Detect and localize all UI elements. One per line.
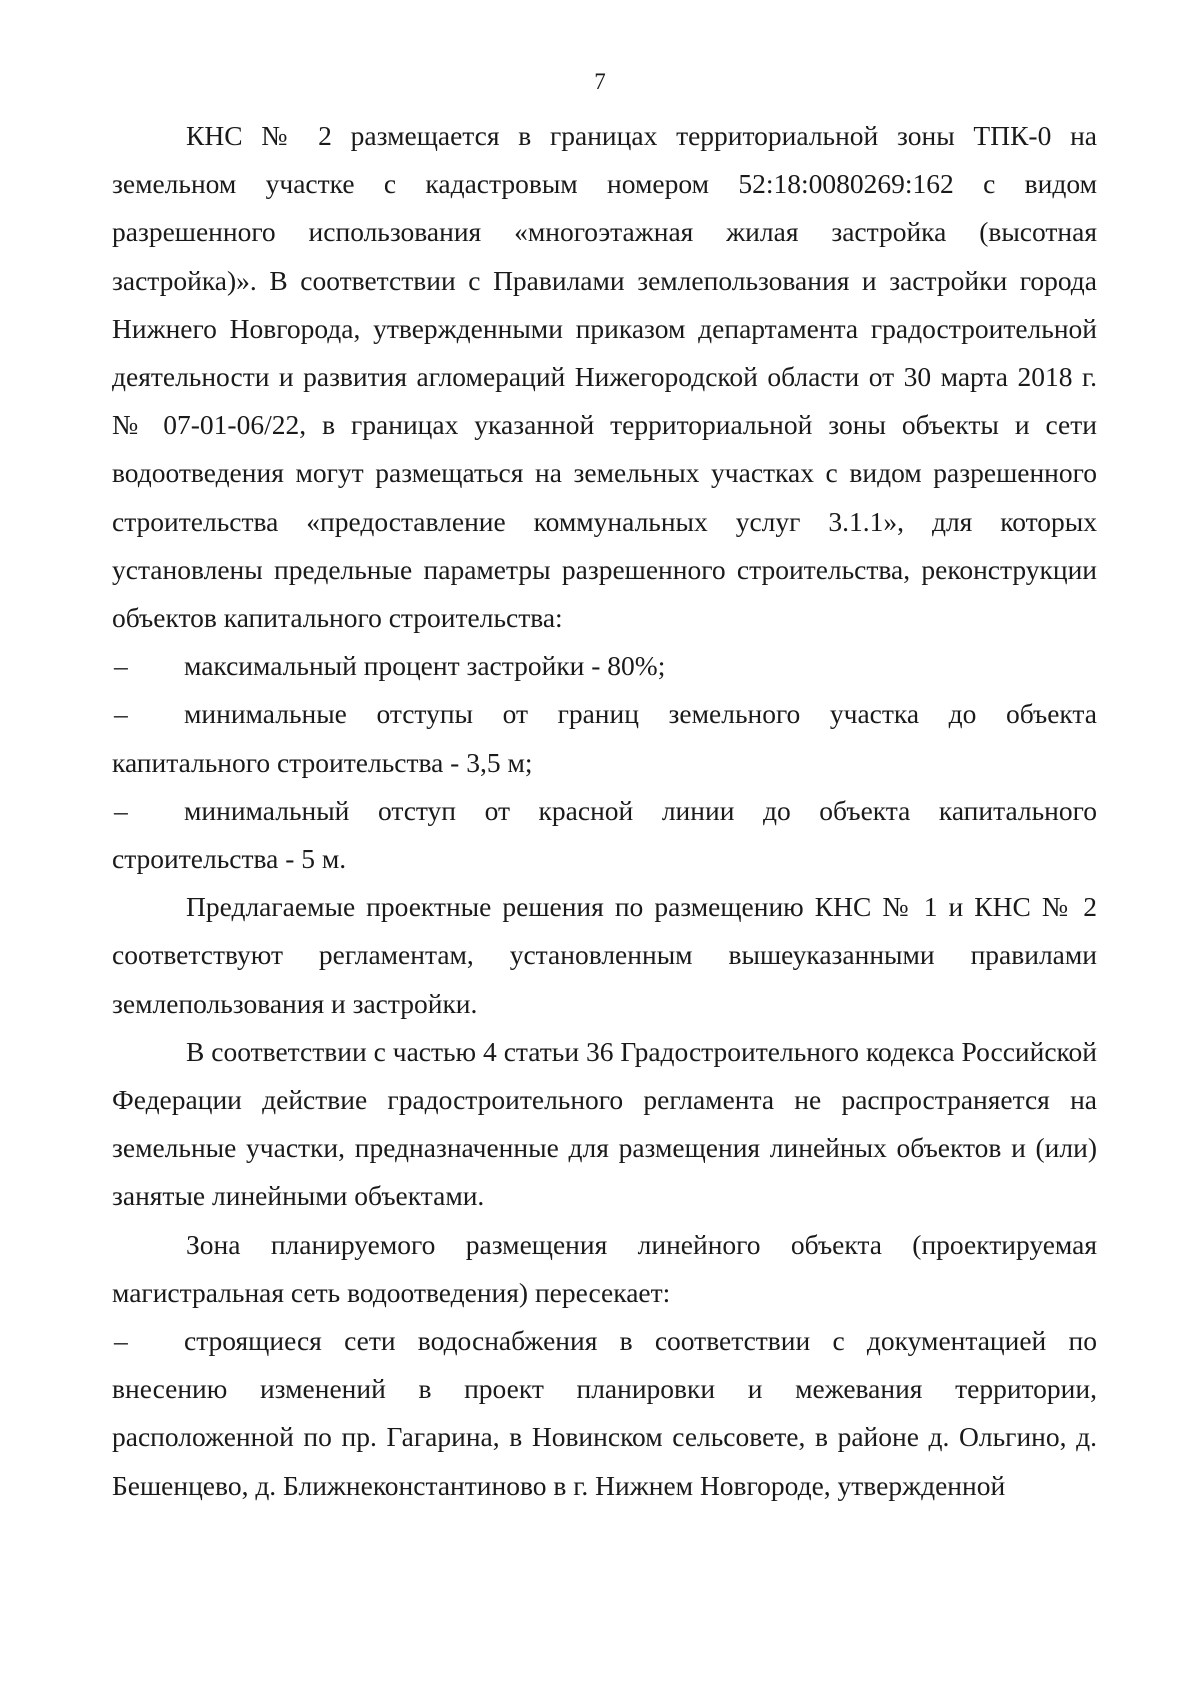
paragraph-text: Предлагаемые проектные решения по размещению КНС № 1 и КНС № 2 соответствуют регламентам, установленным вышеуказанными правилами землепользования и застройки. bbox=[112, 891, 1097, 1019]
paragraph-kns2-placement bbox=[112, 112, 1097, 642]
paragraph-text: Зона планируемого размещения линейного объекта (проектируемая магистральная сеть водоотведения) пересекает: bbox=[112, 1228, 1097, 1308]
dash-marker: – bbox=[114, 698, 128, 730]
paragraph-urban-code bbox=[112, 1028, 1097, 1221]
paragraph-text: В соответствии с частью 4 статьи 36 Градостроительного кодекса Российской Федерации действие градостроительного регламента не распространяется на земельные участки, предназначенные для размещения линейных объектов и (или) занятые линейными объектами. bbox=[112, 1035, 1097, 1212]
document-body bbox=[112, 112, 1097, 1510]
paragraph-text: КНС № 2 размещается в границах территориальной зоны ТПК-0 на земельном участке с кадастровым номером 52:18:0080269:162 с видом разрешенного использования «многоэтажная жилая застройка (высотная застройка)». В соответствии с Правилами землепользования и застройки города Нижнего Новгорода, утвержденными приказом департамента градостроительной деятельности и развития агломераций Нижегородской области от 30 марта 2018 г. № 07-01-06/22, в границах указанной территориальной зоны объекты и сети водоотведения могут размещаться на земельных участках с видом разрешенного строительства «предоставление коммунальных услуг 3.1.1», для которых установлены предельные параметры разрешенного строительства, реконструкции объектов капитального строительства: bbox=[112, 120, 1097, 634]
dash-marker: – bbox=[114, 794, 128, 826]
list-item-text: строящиеся сети водоснабжения в соответствии с документацией по внесению изменений в проект планировки и межевания территории, расположенной по пр. Гагарина, в Новинском сельсовете, в районе д. Ольгино, д. Бешенцево, д. Ближнеконстантиново в г. Нижнем Новгороде, утвержденной bbox=[112, 1325, 1097, 1501]
paragraph-proposed-solutions bbox=[112, 883, 1097, 1028]
list-item-water-supply-networks bbox=[112, 1317, 1097, 1510]
list-item-max-percent bbox=[112, 642, 1097, 690]
list-item-red-line-setback bbox=[112, 787, 1097, 883]
list-item-text: минимальные отступы от границ земельного участка до объекта капитального строительства - 3,5 м; bbox=[112, 698, 1097, 778]
paragraph-planned-zone bbox=[112, 1221, 1097, 1317]
page-number: 7 bbox=[594, 69, 606, 94]
list-item-text: минимальный отступ от красной линии до объекта капитального строительства - 5 м. bbox=[112, 794, 1097, 875]
dash-marker: – bbox=[114, 650, 128, 682]
dash-marker: – bbox=[114, 1325, 128, 1357]
list-item-text: максимальный процент застройки - 80%; bbox=[184, 650, 666, 682]
list-item-min-setbacks bbox=[112, 690, 1097, 786]
